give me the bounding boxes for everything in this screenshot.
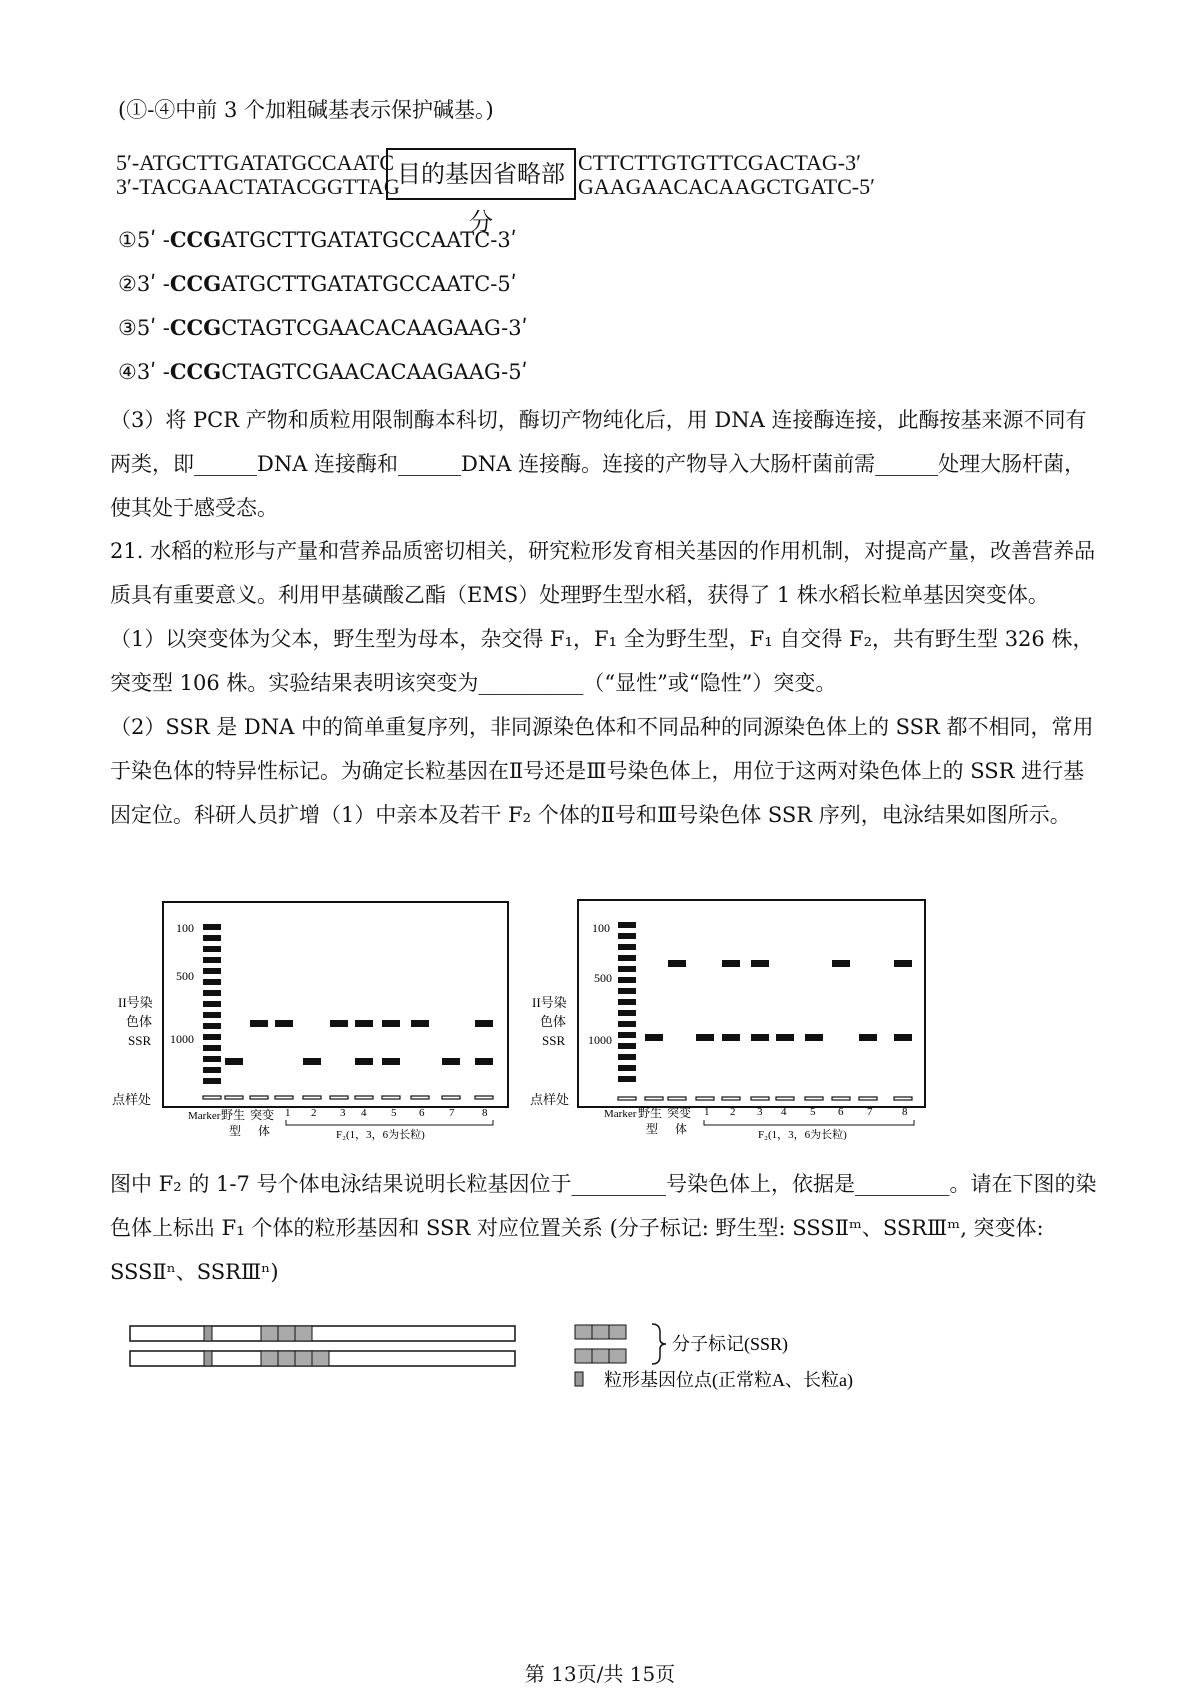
protect-base-note: (①-④中前 3 个加粗碱基表示保护碱基。) xyxy=(118,98,494,122)
question-21-2: （2）SSR 是 DNA 中的简单重复序列，非同源染色体和不同品种的同源染色体上的 SSR 都不相同，常用于染色体的特异性标记。为确定长粒基因在Ⅱ号还是Ⅲ号染色体上，用位于这两对染色体上的 SSR 进行基因定位。科研人员扩增（1）中亲本及若干 F₂ 个体的Ⅱ号和Ⅲ号染色体 SSR 序列，电泳结果如图所示。 xyxy=(110,715,1094,827)
gel-right-sample-bands xyxy=(645,960,912,1041)
legend-brace xyxy=(652,1324,666,1364)
gel-right-lane-wild: 野生 xyxy=(638,1106,663,1120)
gel-right-ylabel-1: II号染 xyxy=(532,995,567,1010)
page-footer: 第 13页/共 15页 xyxy=(524,1662,676,1686)
legend-ssr-swatch xyxy=(575,1325,626,1363)
gel-right-lane-5: 5 xyxy=(810,1106,816,1118)
gel-right-lane-2: 2 xyxy=(730,1106,736,1118)
gel-right-marker-bands xyxy=(618,922,636,1082)
gel-right-lane-mutant: 突变 xyxy=(667,1106,692,1120)
gel-left-lane-wild-sub: 型 xyxy=(229,1124,242,1138)
gel-left-f2-bracket xyxy=(286,1120,493,1125)
gel-left-lane-8: 8 xyxy=(482,1107,488,1119)
dna-bottom-left: 3ʹ-TACGAACTATACGGTTAG xyxy=(116,174,400,199)
gel-right-tick-1000: 1000 xyxy=(588,1033,612,1047)
question-21-1: （1）以突变体为父本，野生型为母本，杂交得 F₁，F₁ 全为野生型，F₁ 自交得 F₂，共有野生型 326 株，突变型 106 株。实验结果表明该突变为__________（“显性”或“隐性”）突变。 xyxy=(110,627,1094,695)
gel-left-tick-1000: 1000 xyxy=(170,1032,194,1046)
primer-4: ④3ʹ -CCGCTAGTCGAACACAAGAAG-5ʹ xyxy=(118,359,528,384)
gel-left-ylabel-1: II号染 xyxy=(118,995,153,1010)
gel-left-tick-500: 500 xyxy=(176,969,194,983)
gel-left-well-label: 点样处 xyxy=(112,1092,152,1107)
gel-left-lane-2: 2 xyxy=(311,1107,317,1119)
gel-right xyxy=(520,892,940,1142)
gel-right-ylabel-2: 色体 xyxy=(540,1014,567,1029)
gel-right-well-label: 点样处 xyxy=(530,1092,570,1107)
legend-gene-label: 粒形基因位点(正常粒A、长粒a) xyxy=(604,1370,853,1390)
gel-right-lane-marker: Marker xyxy=(604,1108,637,1120)
gel-left-lane-6: 6 xyxy=(419,1107,425,1119)
gel-right-ylabel-3: SSR xyxy=(542,1033,566,1048)
gel-left-lane-1: 1 xyxy=(285,1107,291,1119)
legend-ssr-label: 分子标记(SSR) xyxy=(672,1334,789,1354)
gel-left-f2-label: F₂(1，3，6为长粒) xyxy=(336,1129,425,1141)
question-21: 21. 水稻的粒形与产量和营养品质密切相关，研究粒形发育相关基因的作用机制，对提高产量，改善营养品质具有重要意义。利用甲基磺酸乙酯（EMS）处理野生型水稻，获得了 1 株水稻长粒单基因突变体。 xyxy=(110,539,1096,607)
gel-right-lane-6: 6 xyxy=(838,1106,844,1118)
gel-left-sample-bands xyxy=(225,1020,493,1065)
gel-right-lane-wild-sub: 型 xyxy=(646,1122,659,1136)
gel-left-ylabel-3: SSR xyxy=(128,1033,152,1048)
gel-left-tick-100: 100 xyxy=(176,921,194,935)
gel-right-f2-bracket xyxy=(704,1120,914,1125)
gel-left-lane-mutant: 突变 xyxy=(250,1108,275,1122)
gel-right-tick-500: 500 xyxy=(594,971,612,985)
question-3: （3）将 PCR 产物和质粒用限制酶本科切，酶切产物纯化后，用 DNA 连接酶连接，此酶按基来源不同有两类，即______DNA 连接酶和______DNA 连接酶。连接的产物导入大肠杆菌前需______处理大肠杆菌，使其处于感受态。 xyxy=(110,408,1087,520)
gel-left-lane-wild: 野生 xyxy=(221,1108,246,1122)
question-21-2-followup: 图中 F₂ 的 1-7 号个体电泳结果说明长粒基因位于_________号染色体上，依据是_________。请在下图的染色体上标出 F₁ 个体的粒形基因和 SSR 对应位置关系 (分子标记: 野生型: SSSⅡᵐ、SSRⅢᵐ, 突变体: SSSⅡⁿ、SSRⅢⁿ) xyxy=(110,1172,1097,1284)
primer-3: ③5ʹ -CCGCTAGTCGAACACAAGAAG-3ʹ xyxy=(118,315,528,340)
chromosome-top xyxy=(130,1326,515,1341)
primer-1: ①5ʹ -CCGATGCTTGATATGCCAATC-3ʹ xyxy=(118,227,517,252)
gel-left-lane-5: 5 xyxy=(391,1107,397,1119)
dna-top-right: CTTCTTGTGTTCGACTAG-3ʹ xyxy=(578,150,861,175)
legend-gene-swatch xyxy=(575,1372,583,1386)
chromosome-diagram xyxy=(120,1320,1020,1400)
omitted-gene-box: 目的基因省略部分 xyxy=(386,148,576,200)
gel-left-lane-3: 3 xyxy=(340,1107,346,1119)
gel-right-f2-label: F₂(1，3，6为长粒) xyxy=(758,1129,847,1141)
gel-left-lane-mutant-sub: 体 xyxy=(258,1124,271,1138)
gel-right-wells xyxy=(618,1097,912,1100)
gel-left-lane-7: 7 xyxy=(449,1107,455,1119)
gel-right-lane-8: 8 xyxy=(902,1106,908,1118)
gel-left-marker-bands xyxy=(203,924,221,1084)
gel-left xyxy=(108,892,528,1142)
gel-right-lane-mutant-sub: 体 xyxy=(675,1122,688,1136)
gel-right-tick-100: 100 xyxy=(592,921,610,935)
gel-right-lane-4: 4 xyxy=(781,1106,787,1118)
gel-right-lane-3: 3 xyxy=(757,1106,763,1118)
dna-top-left: 5ʹ-ATGCTTGATATGCCAATC xyxy=(116,150,395,175)
gel-left-lane-4: 4 xyxy=(361,1107,367,1119)
gel-left-ylabel-2: 色体 xyxy=(126,1014,153,1029)
chromosome-bottom xyxy=(130,1351,515,1366)
gel-right-lane-7: 7 xyxy=(867,1106,873,1118)
dna-bottom-right: GAAGAACACAAGCTGATC-5ʹ xyxy=(578,174,875,199)
primer-2: ②3ʹ -CCGATGCTTGATATGCCAATC-5ʹ xyxy=(118,271,517,296)
gel-left-wells xyxy=(203,1096,493,1099)
gel-left-lane-marker: Marker xyxy=(188,1110,221,1122)
gel-right-lane-1: 1 xyxy=(704,1106,710,1118)
